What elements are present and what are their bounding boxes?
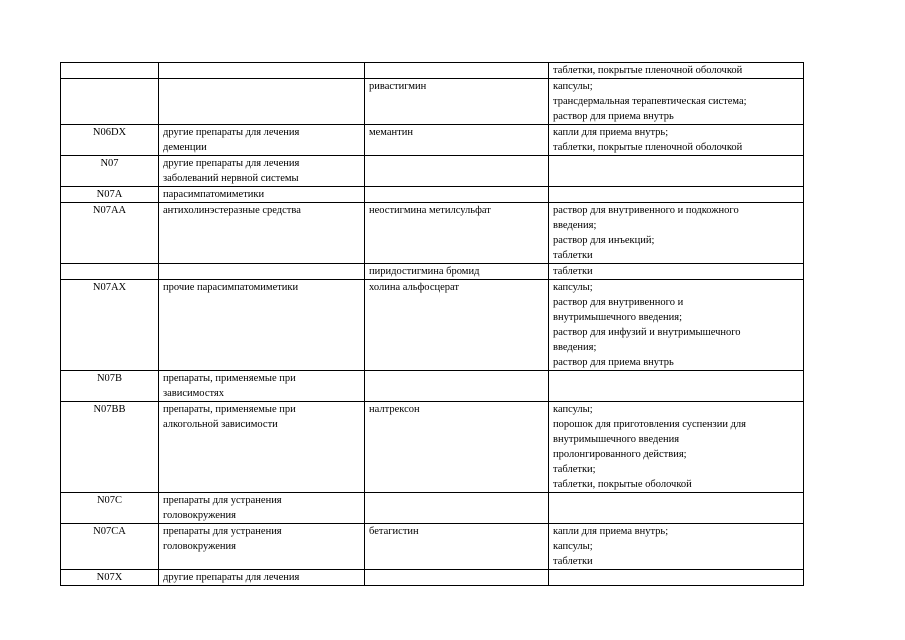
group-line: другие препараты для лечения	[163, 127, 300, 138]
table-row	[61, 63, 804, 79]
atc-code: N07AA	[92, 205, 127, 216]
table-row	[61, 79, 804, 125]
table-row	[61, 570, 804, 586]
group-line: прочие парасимпатомиметики	[163, 282, 299, 293]
atc-code-cell	[61, 203, 159, 264]
table-row	[61, 493, 804, 524]
forms-line: введения;	[553, 342, 597, 353]
group-line: препараты для устранения	[163, 526, 282, 537]
forms-line: таблетки, покрытые пленочной оболочкой	[553, 142, 743, 153]
drug-name-cell	[365, 203, 549, 264]
atc-code-cell	[61, 570, 159, 586]
drug-name-cell	[365, 280, 549, 371]
group-name-cell	[159, 187, 365, 203]
atc-code-cell	[61, 371, 159, 402]
atc-code-cell	[61, 79, 159, 125]
drug-name-cell	[365, 63, 549, 79]
table-row	[61, 203, 804, 264]
table-row	[61, 371, 804, 402]
group-line: алкогольной зависимости	[163, 419, 278, 430]
group-line: деменции	[163, 142, 207, 153]
group-name-cell	[159, 156, 365, 187]
group-name-cell	[159, 493, 365, 524]
group-name-cell	[159, 79, 365, 125]
group-line: другие препараты для лечения	[163, 158, 300, 169]
group-name-cell	[159, 63, 365, 79]
drug-name-cell	[365, 570, 549, 586]
dosage-forms-cell	[549, 264, 804, 280]
forms-line: внутримышечного введения;	[553, 312, 683, 323]
dosage-forms-cell	[549, 187, 804, 203]
group-name-cell	[159, 524, 365, 570]
dosage-forms-cell	[549, 371, 804, 402]
group-line: препараты для устранения	[163, 495, 282, 506]
table-row	[61, 264, 804, 280]
drug-line: мемантин	[369, 127, 413, 138]
table-row	[61, 402, 804, 493]
atc-code-cell	[61, 156, 159, 187]
atc-code: N07A	[96, 189, 123, 200]
group-name-cell	[159, 125, 365, 156]
drug-line: бетагистин	[369, 526, 419, 537]
drug-name-cell	[365, 264, 549, 280]
table-row	[61, 125, 804, 156]
drug-name-cell	[365, 187, 549, 203]
forms-line: капли для приема внутрь;	[553, 127, 669, 138]
group-line: препараты, применяемые при	[163, 373, 296, 384]
drug-name-cell	[365, 156, 549, 187]
dosage-forms-cell	[549, 402, 804, 493]
group-line: головокружения	[163, 510, 236, 521]
forms-line: капсулы;	[553, 404, 593, 415]
drug-name-cell	[365, 493, 549, 524]
forms-line: капсулы;	[553, 81, 593, 92]
atc-code-cell	[61, 402, 159, 493]
forms-line: таблетки, покрытые оболочкой	[553, 479, 692, 490]
group-name-cell	[159, 570, 365, 586]
drug-line: неостигмина метилсульфат	[369, 205, 491, 216]
forms-line: раствор для инъекций;	[553, 235, 655, 246]
atc-code-cell	[61, 264, 159, 280]
drug-name-cell	[365, 524, 549, 570]
table-row	[61, 156, 804, 187]
drug-name-cell	[365, 402, 549, 493]
dosage-forms-cell	[549, 280, 804, 371]
forms-line: таблетки	[553, 250, 593, 261]
table-row	[61, 187, 804, 203]
dosage-forms-cell	[549, 570, 804, 586]
forms-line: пролонгированного действия;	[553, 449, 687, 460]
dosage-forms-cell	[549, 493, 804, 524]
table-body	[61, 63, 804, 586]
group-line: заболеваний нервной системы	[163, 173, 299, 184]
forms-line: внутримышечного введения	[553, 434, 680, 445]
atc-code: N07BB	[93, 404, 126, 415]
atc-code: N07	[100, 158, 119, 169]
atc-code: N06DX	[92, 127, 127, 138]
group-name-cell	[159, 203, 365, 264]
group-line: зависимостях	[163, 388, 225, 399]
atc-code-cell	[61, 280, 159, 371]
forms-line: капсулы;	[553, 282, 593, 293]
drug-list-table	[60, 62, 804, 586]
table-row	[61, 280, 804, 371]
drug-name-cell	[365, 125, 549, 156]
drug-line: пиридостигмина бромид	[369, 266, 480, 277]
drug-line: холина альфосцерат	[369, 282, 459, 293]
atc-code: N07CA	[93, 526, 126, 537]
group-line: другие препараты для лечения	[163, 572, 300, 583]
dosage-forms-cell	[549, 79, 804, 125]
atc-code-cell	[61, 187, 159, 203]
atc-code: N07X	[96, 572, 123, 583]
atc-code: N07B	[96, 373, 123, 384]
drug-line: налтрексон	[369, 404, 420, 415]
group-line: препараты, применяемые при	[163, 404, 296, 415]
forms-line: порошок для приготовления суспензии для	[553, 419, 746, 430]
forms-line: раствор для внутривенного и подкожного	[553, 205, 739, 216]
drug-name-cell	[365, 79, 549, 125]
forms-line: таблетки, покрытые пленочной оболочкой	[553, 65, 743, 76]
group-name-cell	[159, 402, 365, 493]
forms-line: раствор для инфузий и внутримышечного	[553, 327, 741, 338]
dosage-forms-cell	[549, 125, 804, 156]
table-row	[61, 524, 804, 570]
forms-line: трансдермальная терапевтическая система;	[553, 96, 747, 107]
group-name-cell	[159, 371, 365, 402]
forms-line: введения;	[553, 220, 597, 231]
group-name-cell	[159, 280, 365, 371]
forms-line: капсулы;	[553, 541, 593, 552]
group-name-cell	[159, 264, 365, 280]
dosage-forms-cell	[549, 63, 804, 79]
drug-line: ривастигмин	[369, 81, 427, 92]
forms-line: таблетки	[553, 556, 593, 567]
forms-line: раствор для приема внутрь	[553, 357, 674, 368]
dosage-forms-cell	[549, 156, 804, 187]
atc-code-cell	[61, 493, 159, 524]
forms-line: капли для приема внутрь;	[553, 526, 669, 537]
drug-name-cell	[365, 371, 549, 402]
atc-code-cell	[61, 63, 159, 79]
forms-line: таблетки	[553, 266, 593, 277]
group-line: парасимпатомиметики	[163, 189, 265, 200]
dosage-forms-cell	[549, 524, 804, 570]
group-line: головокружения	[163, 541, 236, 552]
forms-line: раствор для приема внутрь	[553, 111, 674, 122]
atc-code: N07AX	[92, 282, 127, 293]
atc-code: N07C	[96, 495, 123, 506]
forms-line: раствор для внутривенного и	[553, 297, 684, 308]
forms-line: таблетки;	[553, 464, 596, 475]
group-line: антихолинэстеразные средства	[163, 205, 301, 216]
atc-code-cell	[61, 524, 159, 570]
dosage-forms-cell	[549, 203, 804, 264]
atc-code-cell	[61, 125, 159, 156]
